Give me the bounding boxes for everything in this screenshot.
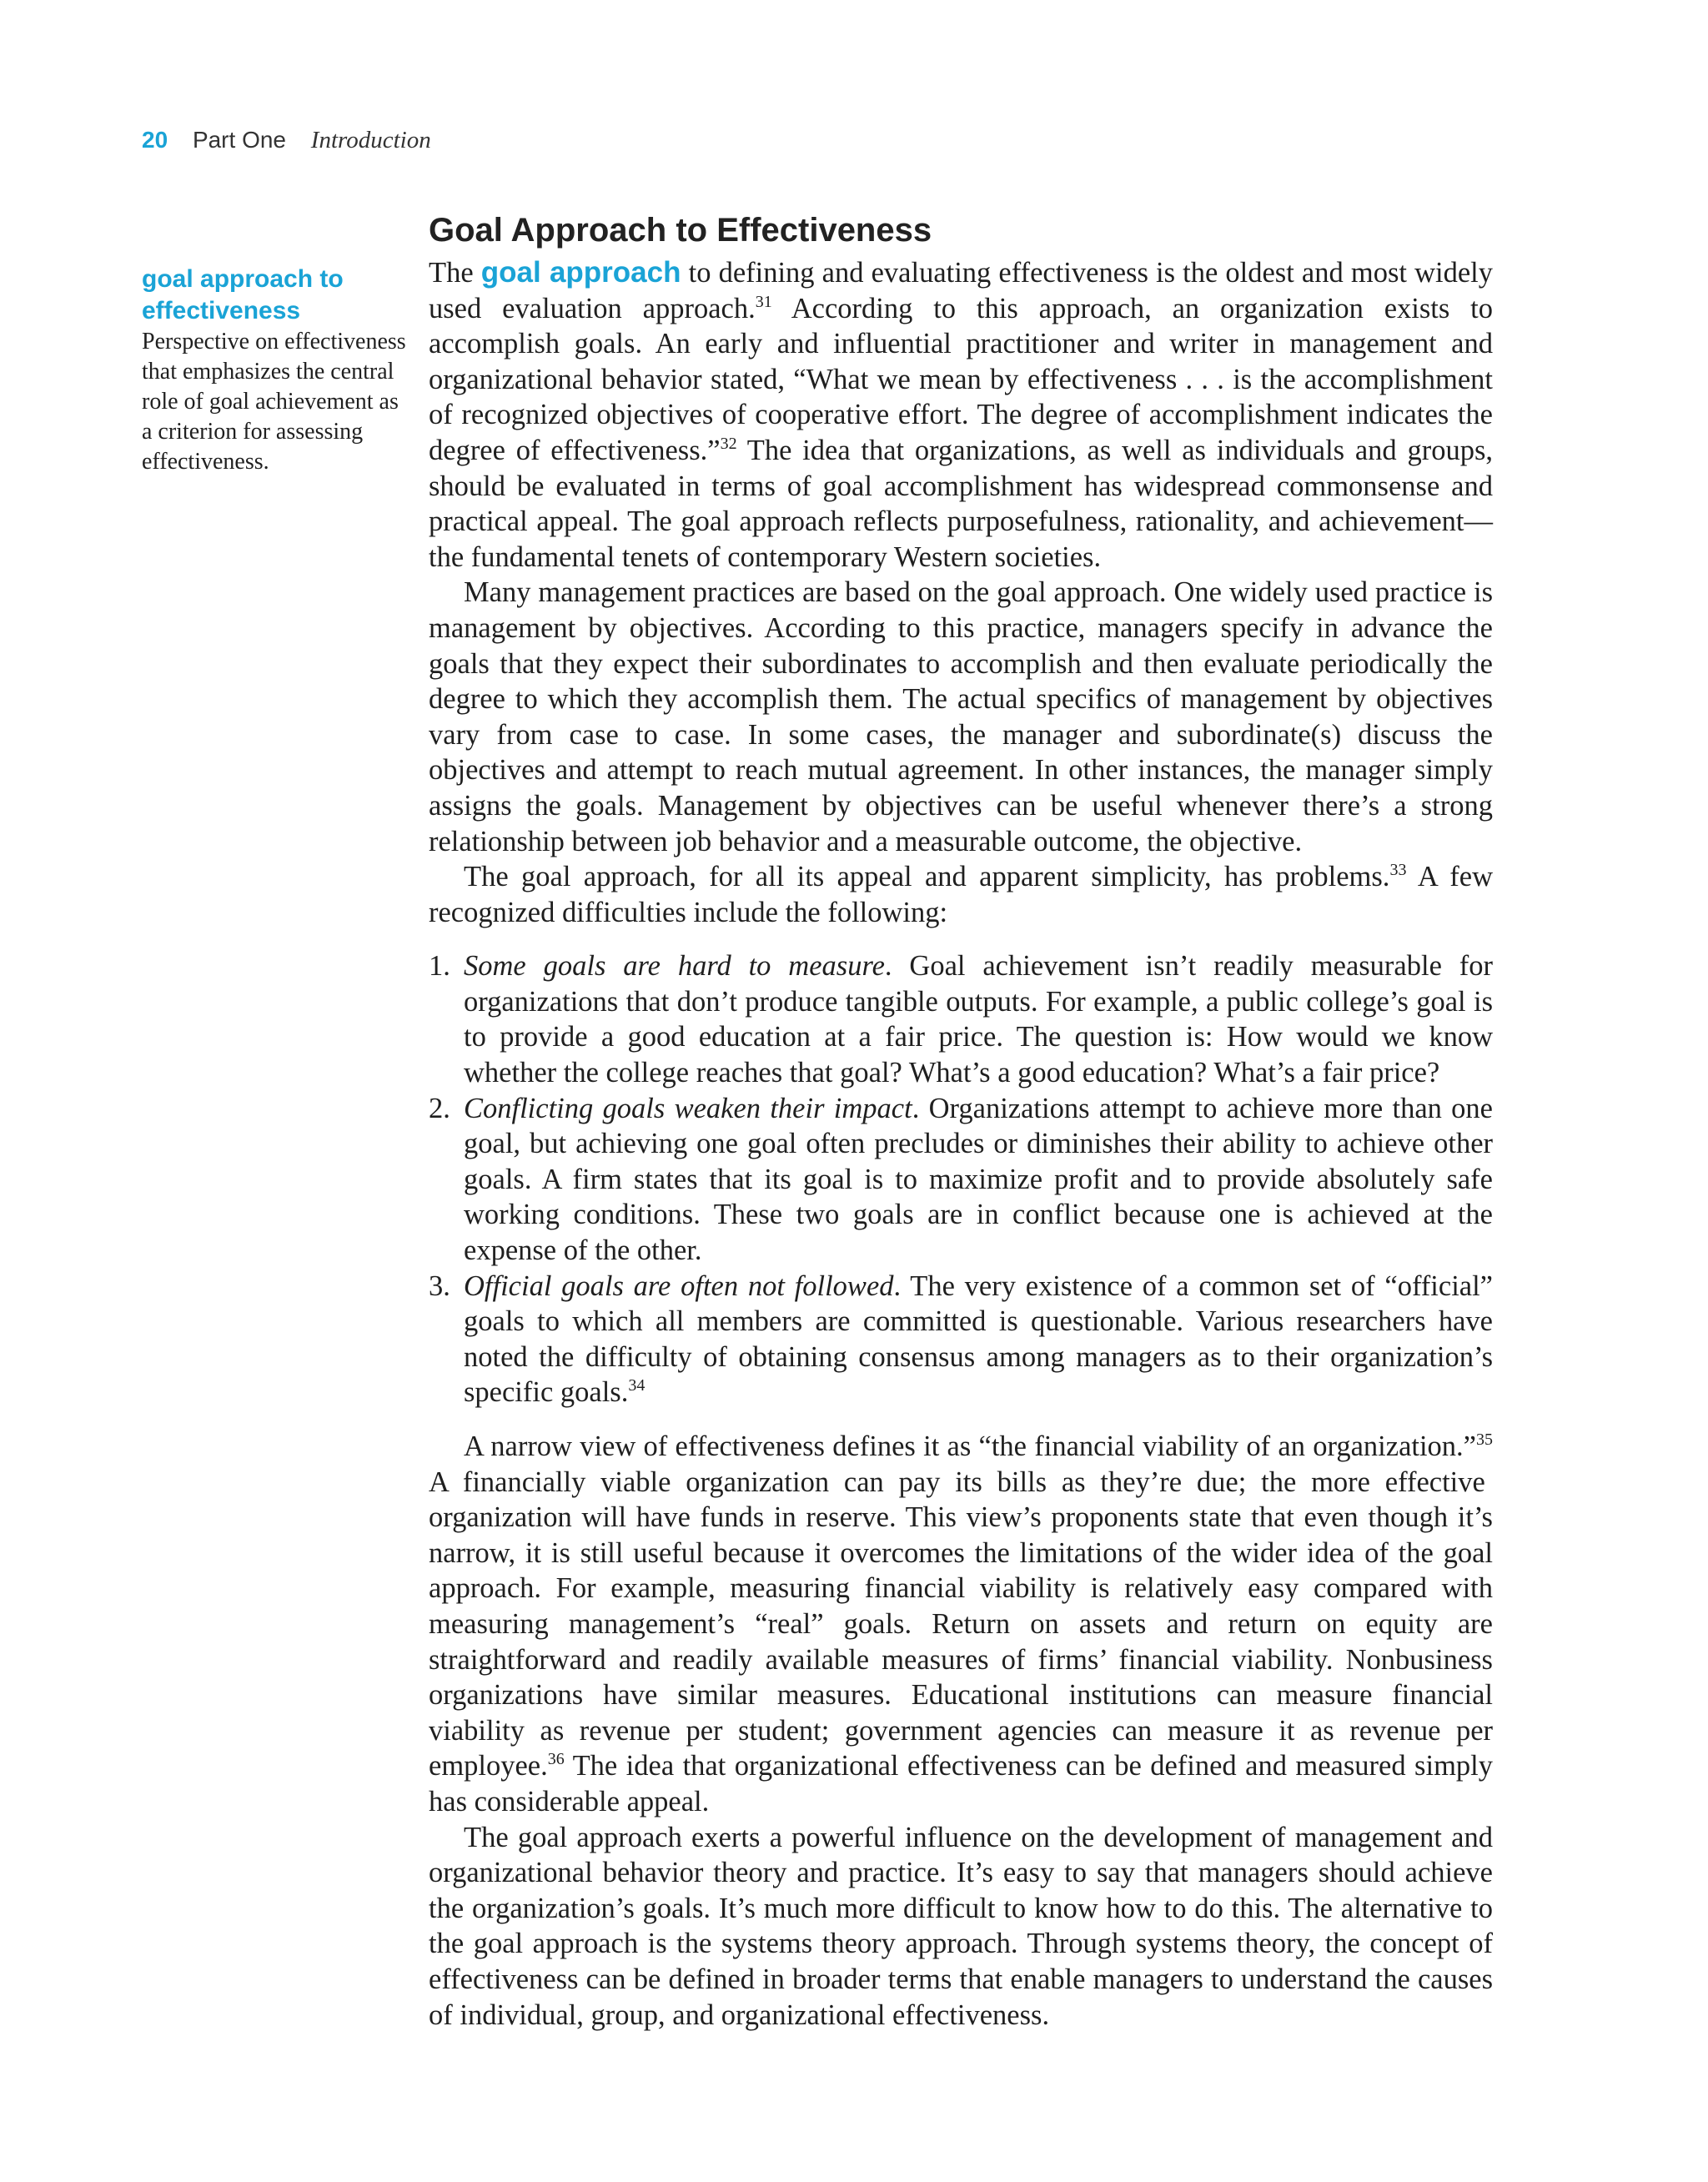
list-item [429, 1269, 1493, 1410]
text-run: A few recognized difficulties include the following: [429, 861, 1493, 928]
endnote-ref: 33 [1389, 861, 1407, 880]
running-head [142, 125, 431, 155]
margin-glossary-note [142, 264, 409, 477]
list-text: . Goal achievement isn’t readily measurable for organizations that don’t produce tangible outputs. For example, a public college’s goal is to provide a good education at a fair price. The question is: How would we know whether the college reaches that goal? What’s a good education? What’s a fair price? [464, 950, 1493, 1089]
paragraph-1 [429, 255, 1493, 575]
endnote-ref: 32 [720, 434, 737, 453]
endnote-ref: 34 [628, 1376, 646, 1395]
list-text: . The very existence of a common set of “official” goals to which all members are committed is questionable. Various researchers have noted the difficulty of obtaining consensus among managers as to their organization’s specific goals. [464, 1269, 1493, 1409]
text-run: The idea that organizational effectiveness can be defined and measured simply has considerable appeal. [429, 1750, 1493, 1817]
text-run: A narrow view of effectiveness defines it as “the financial viability of an organization.” [464, 1430, 1476, 1462]
chapter-label: Introduction [310, 127, 431, 153]
list-text: . Organizations attempt to achieve more than one goal, but achieving one goal often precludes or diminishes their ability to achieve other goals. A firm states that its goal is to maximize profit and to provide absolutely safe working conditions. These two goals are in conflict because one is achieved at the expense of the other. [464, 1092, 1493, 1267]
paragraph-2: Many management practices are based on the goal approach. One widely used practice is management by objectives. According to this practice, managers specify in advance the goals that they expect their subordinates to accomplish and then evaluate periodically the degree to which they accomplish them. The actual specifics of management by objectives vary from case to case. In some cases, the manager and subordinate(s) discuss the objectives and attempt to reach mutual agreement. In other instances, the manager simply assigns the goals. Management by objectives can be useful whenever there’s a strong relationship between job behavior and a measurable outcome, the objective. [429, 576, 1493, 857]
text-run: to defining and evaluating effectiveness is the oldest and most widely used evaluation approach. [429, 257, 1493, 324]
list-lead: Some goals are hard to measure [464, 950, 885, 983]
endnote-ref: 31 [755, 292, 772, 311]
text-run: The idea that organizations, as well as individuals and groups, should be evaluated in terms of goal accomplishment has widespread commonsense and practical appeal. The goal approach reflects purposefulness, rationality, and achievement—the fundamental tenets of contemporary Western societies. [429, 434, 1493, 573]
paragraph-4 [429, 1429, 1493, 1820]
list-lead: Conflicting goals weaken their impact [464, 1092, 912, 1124]
glossary-term: goal approach to effectiveness [142, 265, 344, 324]
endnote-ref: 35 [1476, 1430, 1493, 1449]
glossary-definition: Perspective on effectiveness that emphasizes the central role of goal achievement as a criterion for assessing effectiveness. [142, 329, 406, 475]
list-number: 3. [429, 1269, 450, 1302]
list-item [429, 1091, 1493, 1269]
paragraph-3 [429, 859, 1493, 930]
section-title: Goal Approach to Effectiveness [429, 212, 932, 249]
list-lead: Official goals are often not followed [464, 1269, 894, 1302]
paragraph-5: The goal approach exerts a powerful influence on the development of management and organizational behavior theory and practice. It’s easy to say that managers should achieve the organization’s goals. It’s much more difficult to know how to do this. The alternative to the goal approach is the systems theory approach. Through systems theory, the concept of effectiveness can be defined in broader terms that enable managers to understand the causes of individual, group, and organizational effectiveness. [429, 1821, 1493, 2031]
text-run: The goal approach, for all its appeal and apparent simplicity, has problems. [464, 861, 1390, 893]
difficulties-list [429, 948, 1493, 1410]
key-term: goal approach [480, 256, 681, 289]
main-column [429, 205, 1493, 2033]
text-run: The [429, 257, 481, 289]
list-number: 1. [429, 950, 450, 983]
part-label: Part One [192, 127, 286, 153]
endnote-ref: 36 [547, 1750, 565, 1769]
list-item [429, 948, 1493, 1090]
page-number: 20 [142, 127, 168, 153]
list-number: 2. [429, 1092, 450, 1124]
text-run: According to this approach, an organization exists to accomplish goals. An early and influential practitioner and writer in management and organizational behavior stated, “What we mean by effectiveness . . . is the accomplishment of recognized objectives of cooperative effort. The degree of accomplishment indicates the degree of effectiveness.” [429, 292, 1493, 466]
text-run: A financially viable organization can pay its bills as they’re due; the more effective organization will have funds in reserve. This view’s proponents state that even though it’s narrow, it is still useful because it overcomes the limitations of the wider idea of the goal approach. For example, measuring financial viability is relatively easy compared with measuring management’s “real” goals. Return on assets and return on equity are straightforward and readily available measures of firms’ financial viability. Nonbusiness organizations have similar measures. Educational institutions can measure financial viability as revenue per student; government agencies can measure it as revenue per employee. [429, 1466, 1493, 1782]
